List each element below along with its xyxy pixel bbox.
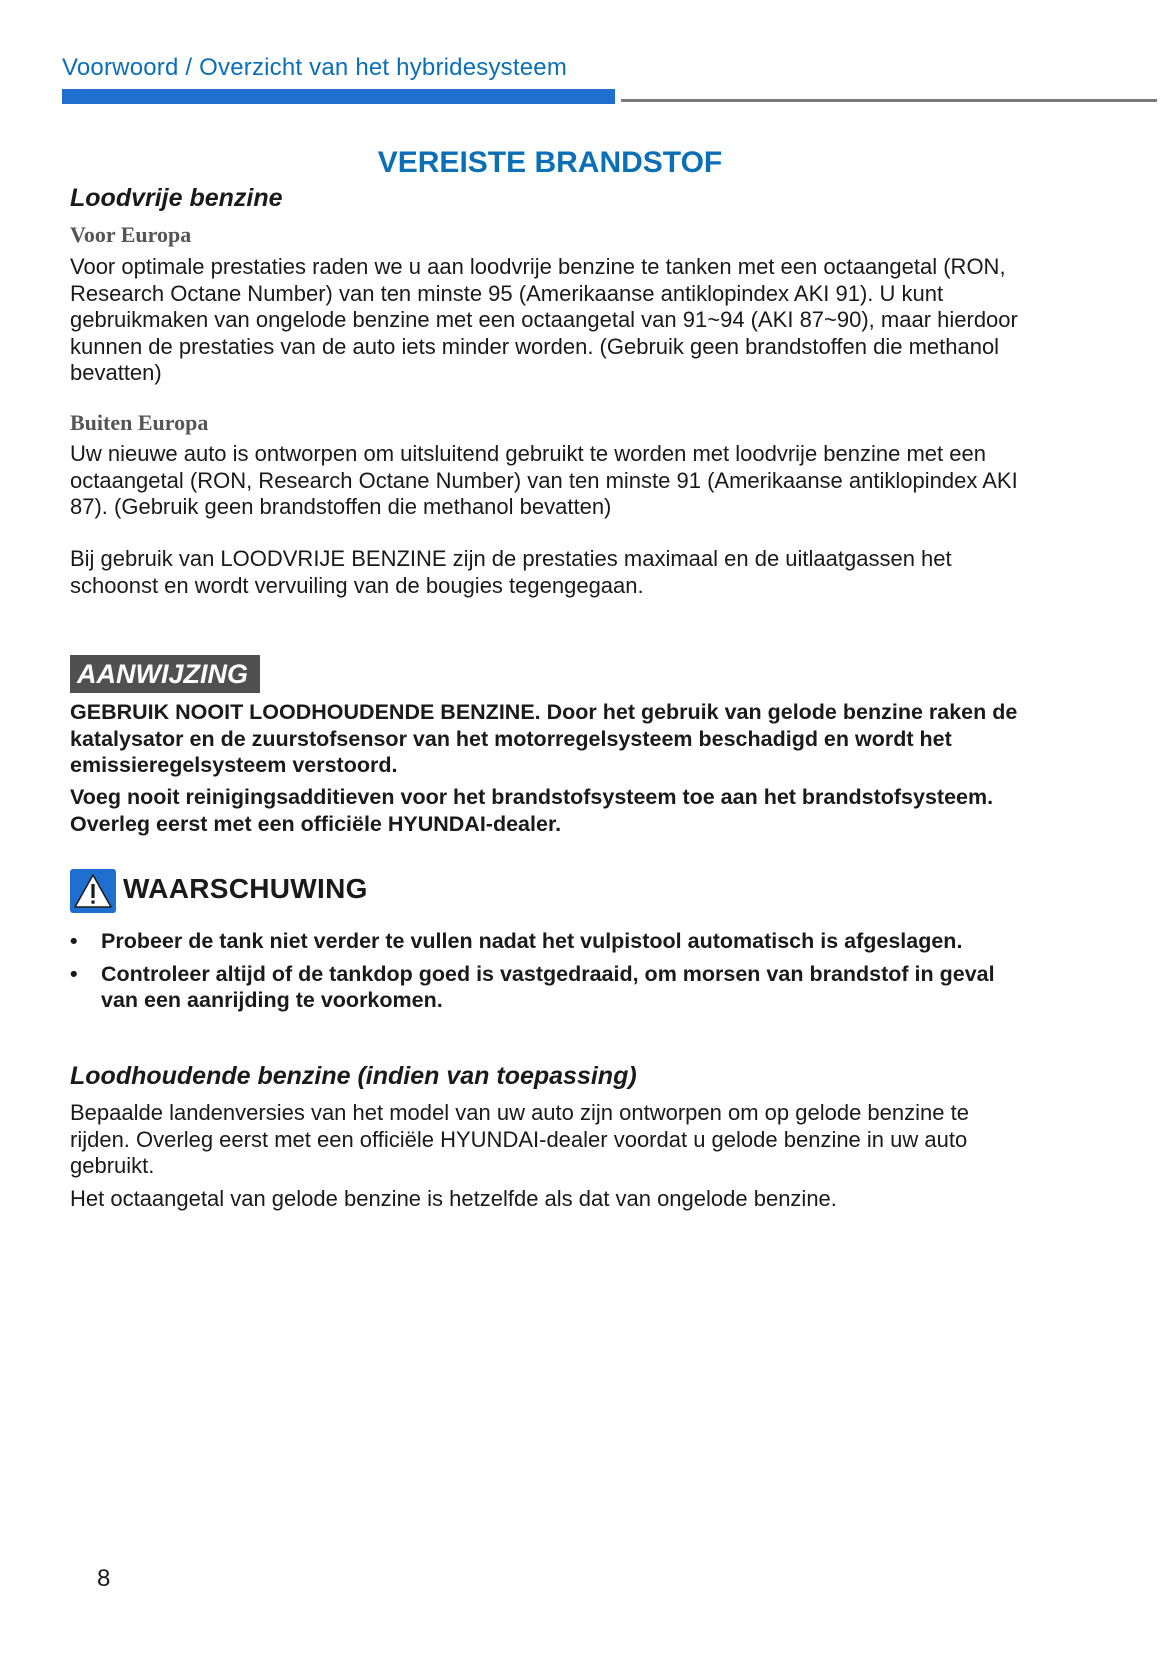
header-rule <box>621 99 1157 102</box>
notice-paragraph: GEBRUIK NOOIT LOODHOUDENDE BENZINE. Door het gebruik van gelode benzine raken de katalysator en de zuurstofsensor van het motorregelsysteem beschadigd en wordt het emissieregelsysteem verstoord. <box>70 700 1018 777</box>
page-title: VEREISTE BRANDSTOF <box>377 146 723 179</box>
warning-item-text: Controleer altijd of de tankdop goed is vastgedraaid, om morsen van brandstof in geval van een aanrijding te voorkomen. <box>101 961 995 1012</box>
header-accent-bar <box>62 89 615 104</box>
breadcrumb: Voorwoord / Overzicht van het hybridesysteem <box>62 54 568 81</box>
bullet-dot: • <box>70 929 78 953</box>
warning-list <box>70 928 1030 1020</box>
unleaded-heading: Loodvrije benzine <box>70 184 283 212</box>
europe-label: Voor Europa <box>70 222 192 247</box>
bullet-dot: • <box>70 961 78 986</box>
leaded-text: Bepaalde landenversies van het model van uw auto zijn ontworpen om op gelode benzine te rijden. Overleg eerst met een officiële HYUNDAI-dealer voordat u gelode benzine in uw auto gebruikt. <box>70 1100 969 1178</box>
benefit-text: Bij gebruik van LOODVRIJE BENZINE zijn de prestaties maximaal en de uitlaatgassen het schoonst en wordt vervuiling van de bougies tegengegaan. <box>70 546 952 598</box>
notice-label: AANWIJZING <box>70 655 260 693</box>
leaded-text: Het octaangetal van gelode benzine is hetzelfde als dat van ongelode benzine. <box>70 1186 837 1211</box>
warning-item-text: Probeer de tank niet verder te vullen nadat het vulpistool automatisch is afgeslagen. <box>101 929 963 953</box>
outside-europe-label: Buiten Europa <box>70 410 209 435</box>
warning-title: WAARSCHUWING <box>123 873 368 904</box>
warning-triangle-icon <box>70 869 116 913</box>
europe-text: Voor optimale prestaties raden we u aan loodvrije benzine te tanken met een octaangetal (RON, Research Octane Number) van ten minste 95 (Amerikaanse antiklopindex AKI 91). U kunt gebruikmaken van ongelode benzine met een octaangetal van 91~94 (AKI 87~90), maar hierdoor kunnen de prestaties van de auto iets minder worden. (Gebruik geen brandstoffen die methanol bevatten) <box>70 254 1018 385</box>
leaded-heading: Loodhoudende benzine (indien van toepassing) <box>70 1062 637 1090</box>
list-item <box>70 928 1030 955</box>
notice-paragraph: Voeg nooit reinigingsadditieven voor het brandstofsysteem toe aan het brandstofsysteem. Overleg eerst met een officiële HYUNDAI-dealer. <box>70 785 994 836</box>
outside-europe-text: Uw nieuwe auto is ontworpen om uitsluitend gebruikt te worden met loodvrije benzine met een octaangetal (RON, Research Octane Number) van ten minste 91 (Amerikaanse antiklopindex AKI 87). (Gebruik geen brandstoffen die methanol bevatten) <box>70 441 1018 519</box>
list-item <box>70 961 1030 1014</box>
page-number: 8 <box>97 1565 111 1592</box>
